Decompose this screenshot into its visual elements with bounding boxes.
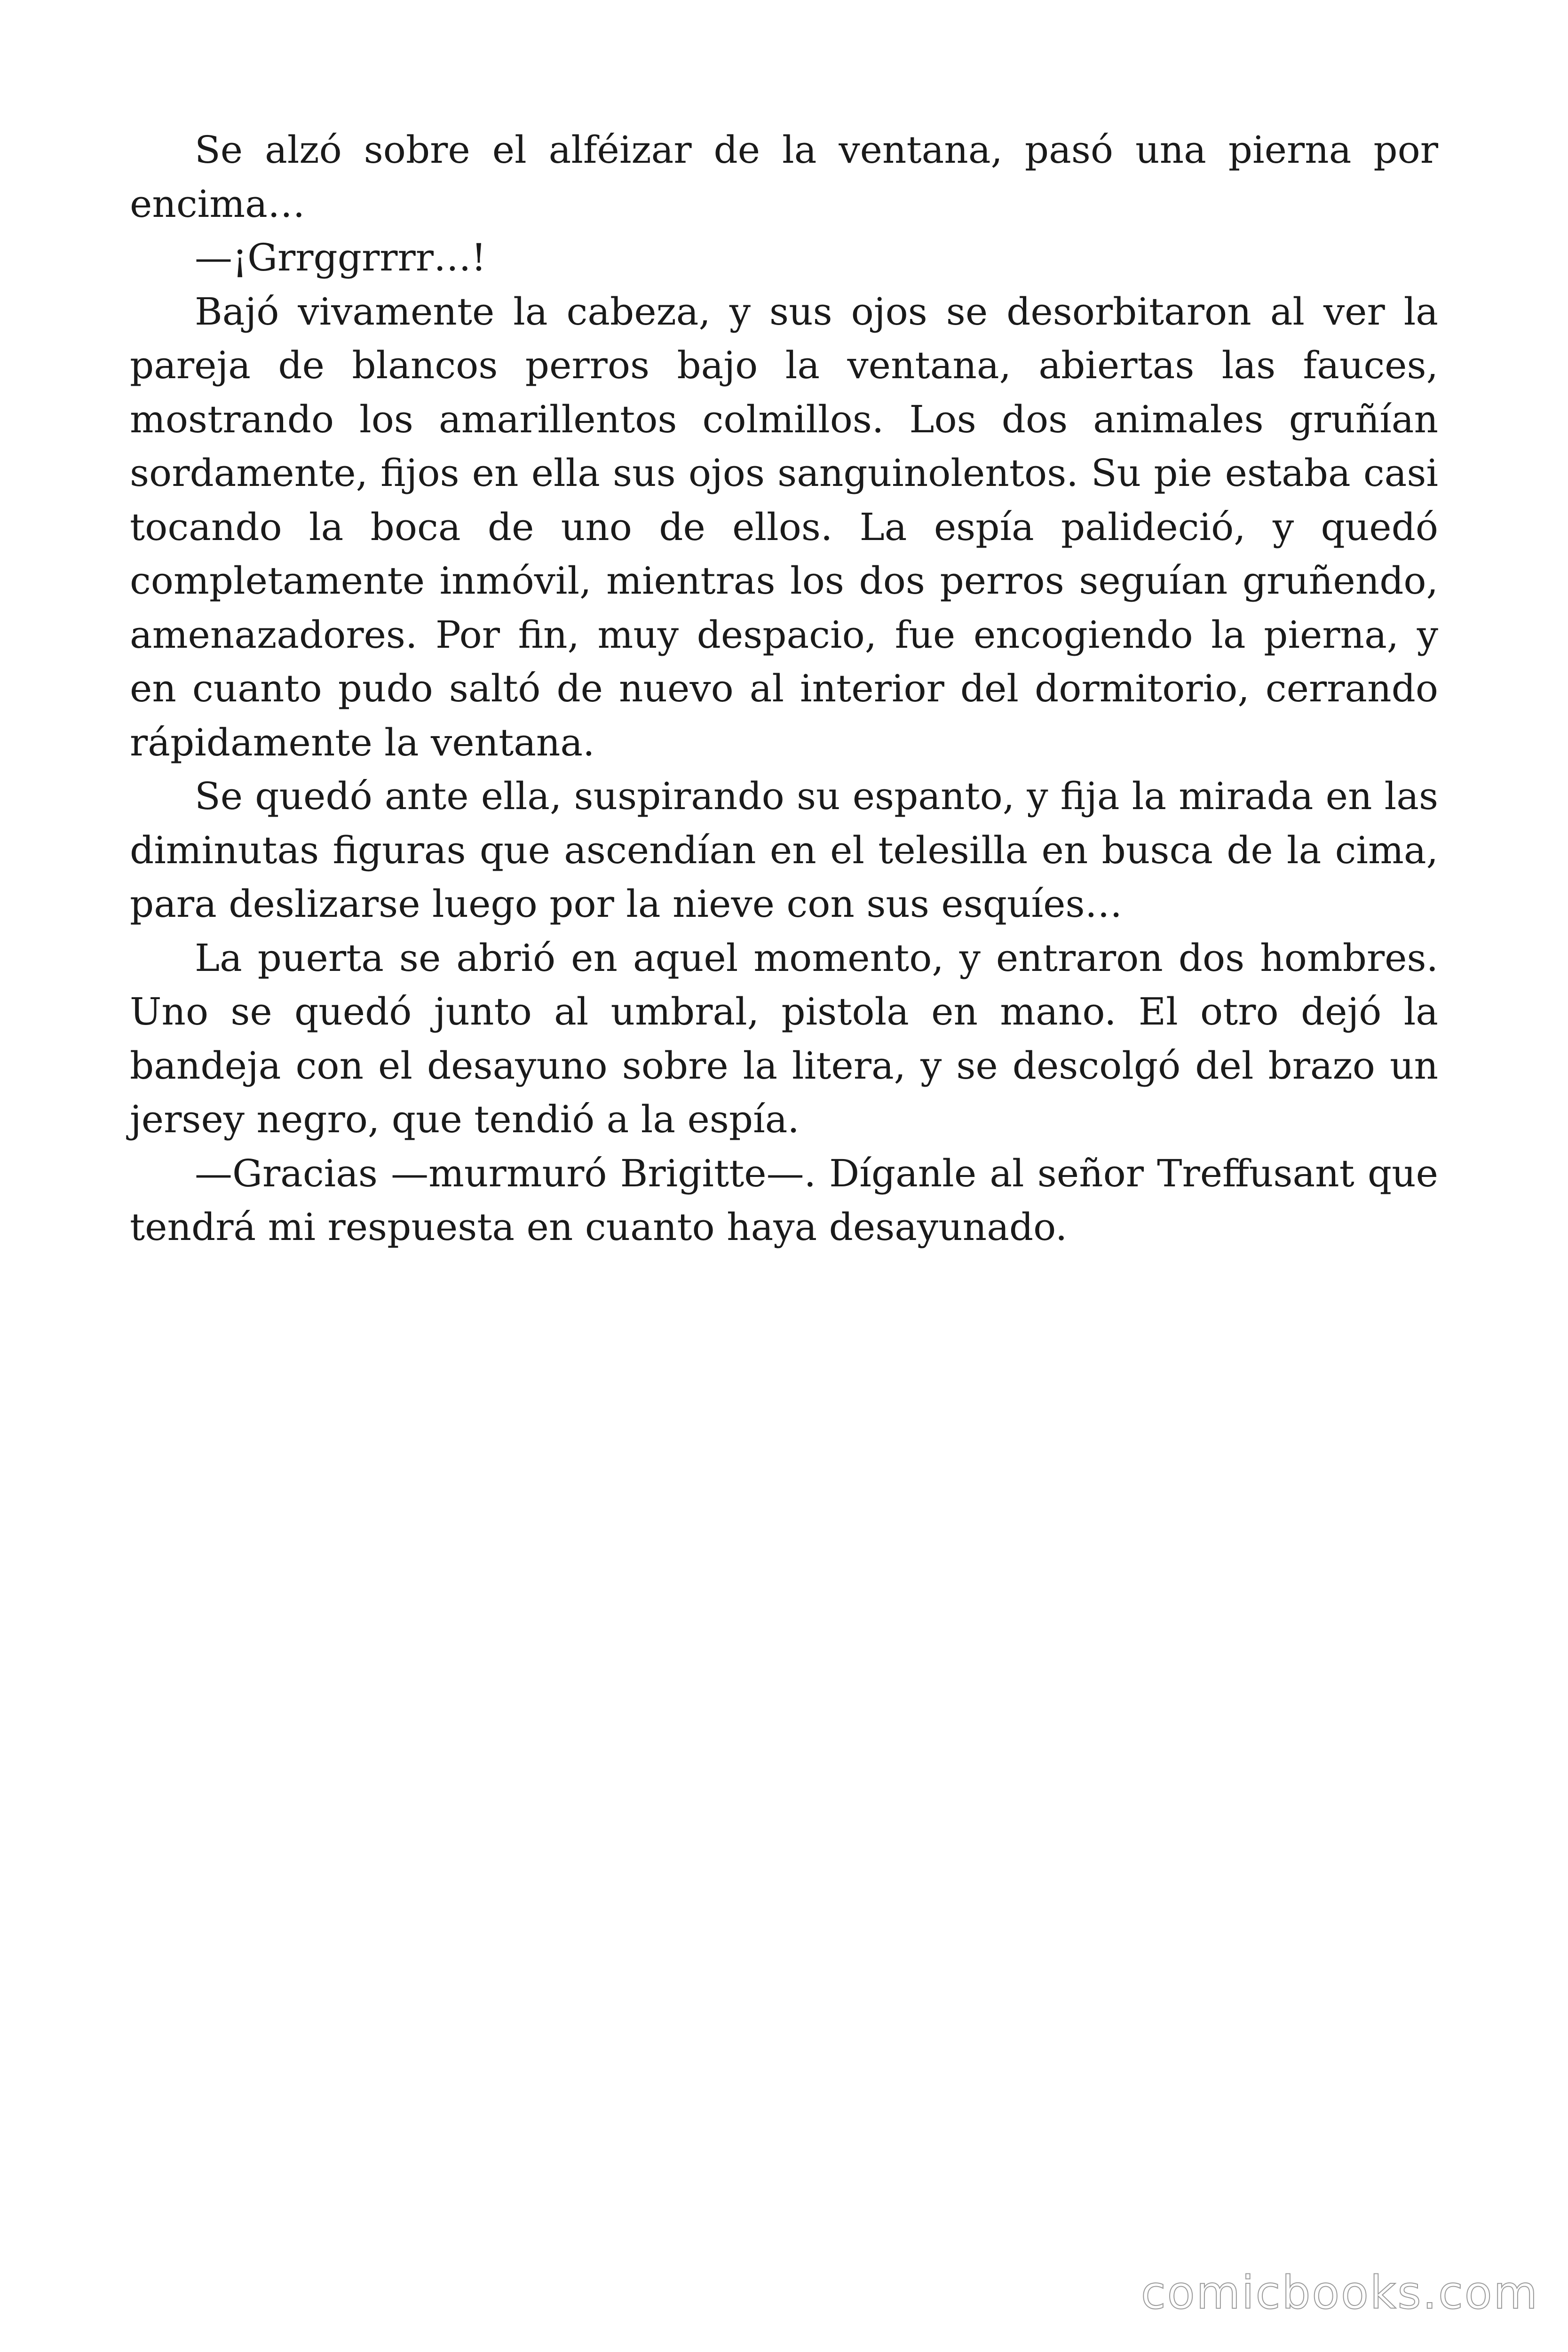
- book-page-text: [130, 123, 1438, 1255]
- paragraph: —Gracias —murmuró Brigitte—. Díganle al señor Treffusant que tendrá mi respuesta en cuanto haya desayunado.: [130, 1151, 1438, 1249]
- paragraph: La puerta se abrió en aquel momento, y entraron dos hombres. Uno se quedó junto al umbral, pistola en mano. El otro dejó la bandeja con el desayuno sobre la litera, y se descolgó del brazo un jersey negro, que tendió a la espía.: [130, 936, 1438, 1141]
- paragraph: Se quedó ante ella, suspirando su espanto, y fija la mirada en las diminutas figuras que ascendían en el telesilla en busca de la cima, para deslizarse luego por la nieve con sus esquíes…: [130, 774, 1438, 926]
- paragraph: —¡Grrggrrrr…!: [195, 236, 487, 279]
- paragraph: Bajó vivamente la cabeza, y sus ojos se desorbitaron al ver la pareja de blancos perros bajo la ventana, abiertas las fauces, mostrando los amarillentos colmillos. Los dos animales gruñían sordamente, fijos en ella sus ojos sanguinolentos. Su pie estaba casi tocando la boca de uno de ellos. La espía palideció, y quedó completamente inmóvil, mientras los dos perros seguían gruñendo, amenazadores. Por fin, muy despacio, fue encogiendo la pierna, y en cuanto pudo saltó de nuevo al interior del dormitorio, cerrando rápidamente la ventana.: [130, 289, 1438, 764]
- paragraph: Se alzó sobre el alféizar de la ventana, pasó una pierna por encima…: [130, 128, 1438, 226]
- watermark: comicbooks.com: [1140, 2266, 1539, 2319]
